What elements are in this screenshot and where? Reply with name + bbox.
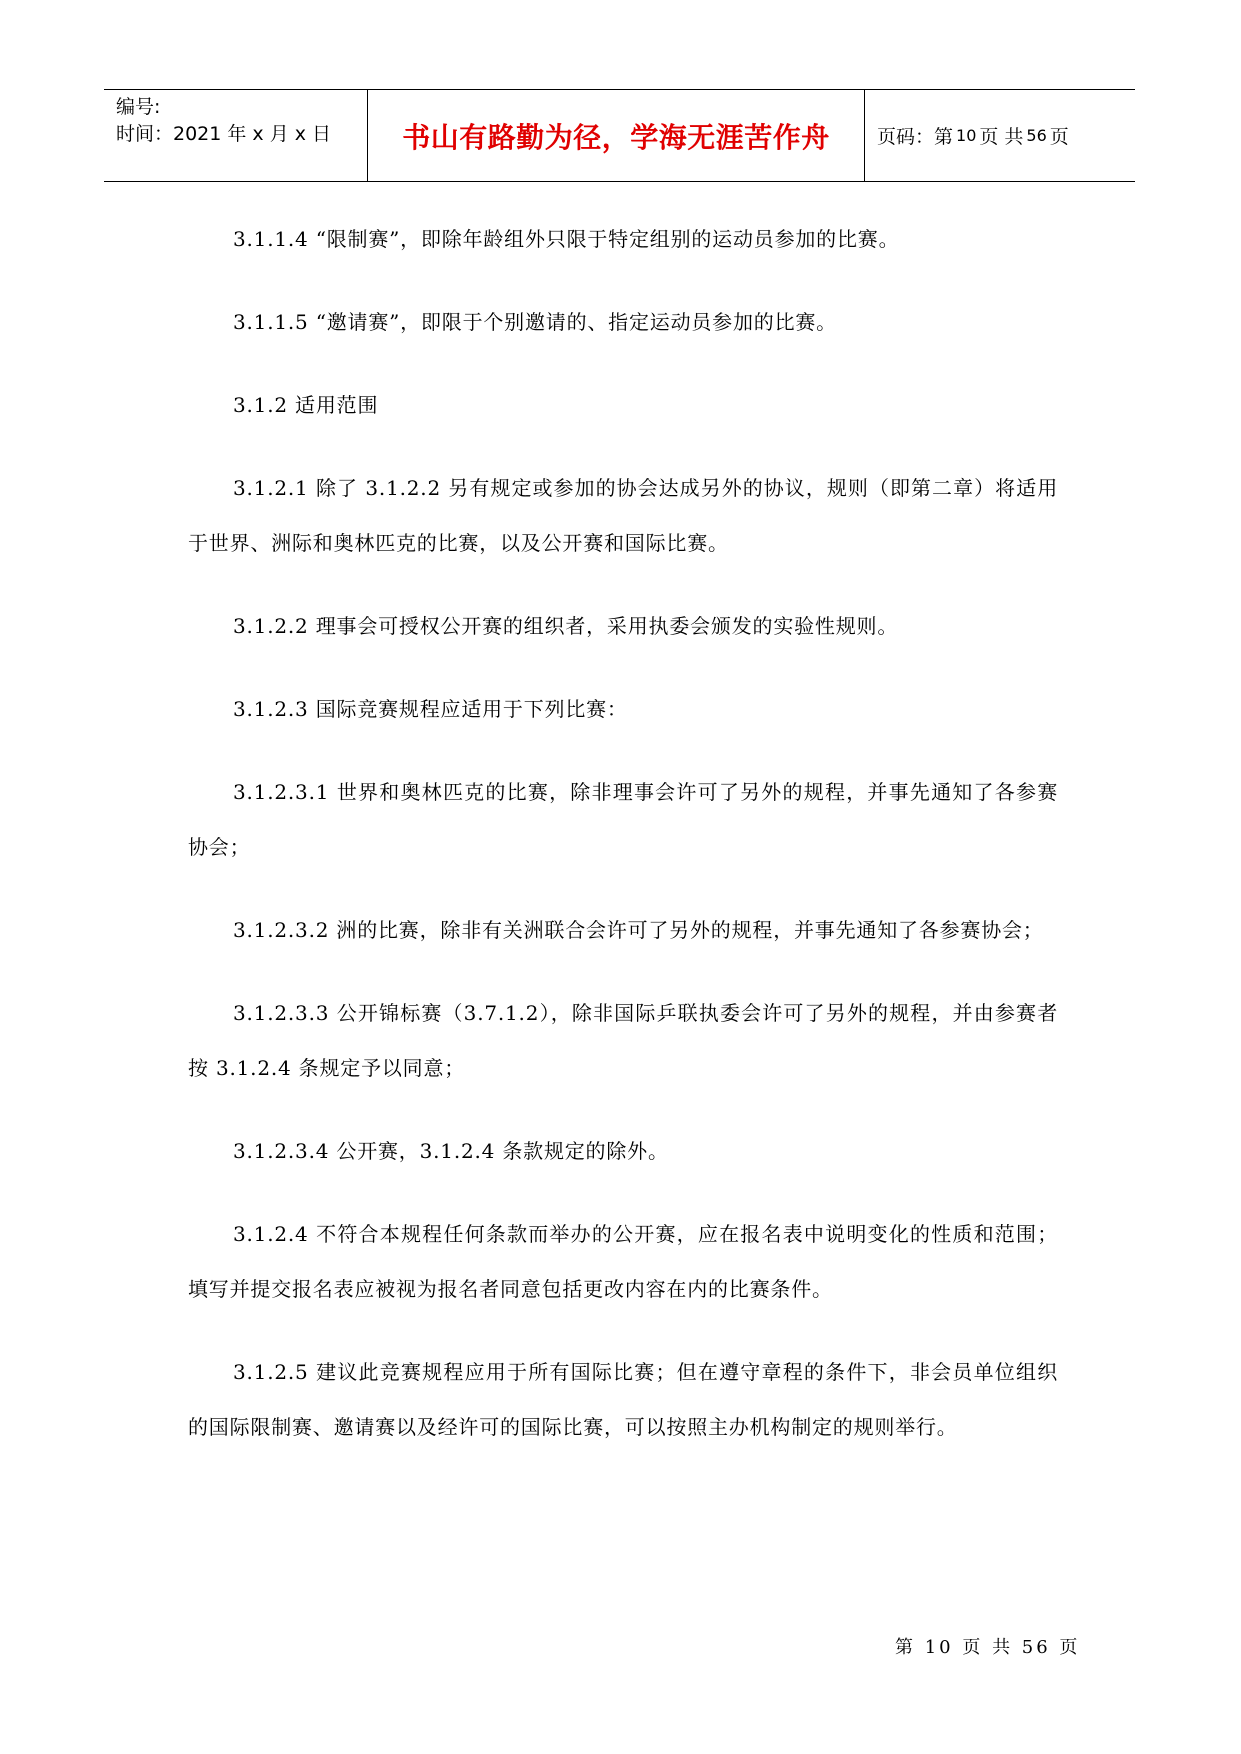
- paragraph: 3.1.2.4 不符合本规程任何条款而举办的公开赛，应在报名表中说明变化的性质和范围；填写并提交报名表应被视为报名者同意包括更改内容在内的比赛条件。: [188, 1222, 1058, 1301]
- page-prefix: 页码：第: [877, 126, 954, 148]
- paragraph: 3.1.2.3 国际竞赛规程应适用于下列比赛：: [233, 697, 628, 721]
- paragraph: 3.1.2.3.2 洲的比赛，除非有关洲联合会许可了另外的规程，并事先通知了各参赛协会；: [233, 918, 1044, 942]
- document-time: 时间：2021 年 x 月 x 日: [116, 123, 332, 145]
- document-number-label: 编号:: [116, 96, 161, 118]
- paragraph: 3.1.2.3.4 公开赛，3.1.2.4 条款规定的除外。: [233, 1139, 669, 1163]
- page-current: 10: [956, 126, 977, 145]
- paragraph: 3.1.1.4 “限制赛”，即除年龄组外只限于特定组别的运动员参加的比赛。: [233, 227, 900, 251]
- paragraph: 3.1.1.5 “邀请赛”，即限于个别邀请的、指定运动员参加的比赛。: [233, 310, 837, 334]
- paragraph: 3.1.2.5 建议此竞赛规程应用于所有国际比赛；但在遵守章程的条件下，非会员单位组织的国际限制赛、邀请赛以及经许可的国际比赛，可以按照主办机构制定的规则举行。: [188, 1360, 1058, 1439]
- paragraph: 3.1.2.1 除了 3.1.2.2 另有规定或参加的协会达成另外的协议，规则（即第二章）将适用于世界、洲际和奥林匹克的比赛，以及公开赛和国际比赛。: [188, 476, 1058, 555]
- page-suffix: 页: [1049, 126, 1069, 148]
- header-page-info: [865, 90, 1135, 181]
- page-footer: 第 10 页 共 56 页: [895, 1637, 1081, 1658]
- page-header: [104, 89, 1135, 182]
- paragraph: 3.1.2.2 理事会可授权公开赛的组织者，采用执委会颁发的实验性规则。: [233, 614, 899, 638]
- page-total: 56: [1026, 126, 1047, 145]
- section-heading: 3.1.2 适用范围: [233, 393, 379, 417]
- header-meta: [104, 90, 368, 181]
- page-middle: 页 共: [979, 126, 1024, 148]
- header-motto: 书山有路勤为径，学海无涯苦作舟: [368, 90, 865, 181]
- paragraph: 3.1.2.3.1 世界和奥林匹克的比赛，除非理事会许可了另外的规程，并事先通知了各参赛协会；: [188, 780, 1058, 859]
- paragraph: 3.1.2.3.3 公开锦标赛（3.7.1.2），除非国际乒联执委会许可了另外的规程，并由参赛者按 3.1.2.4 条规定予以同意；: [188, 1001, 1058, 1080]
- document-body: [188, 212, 1058, 1483]
